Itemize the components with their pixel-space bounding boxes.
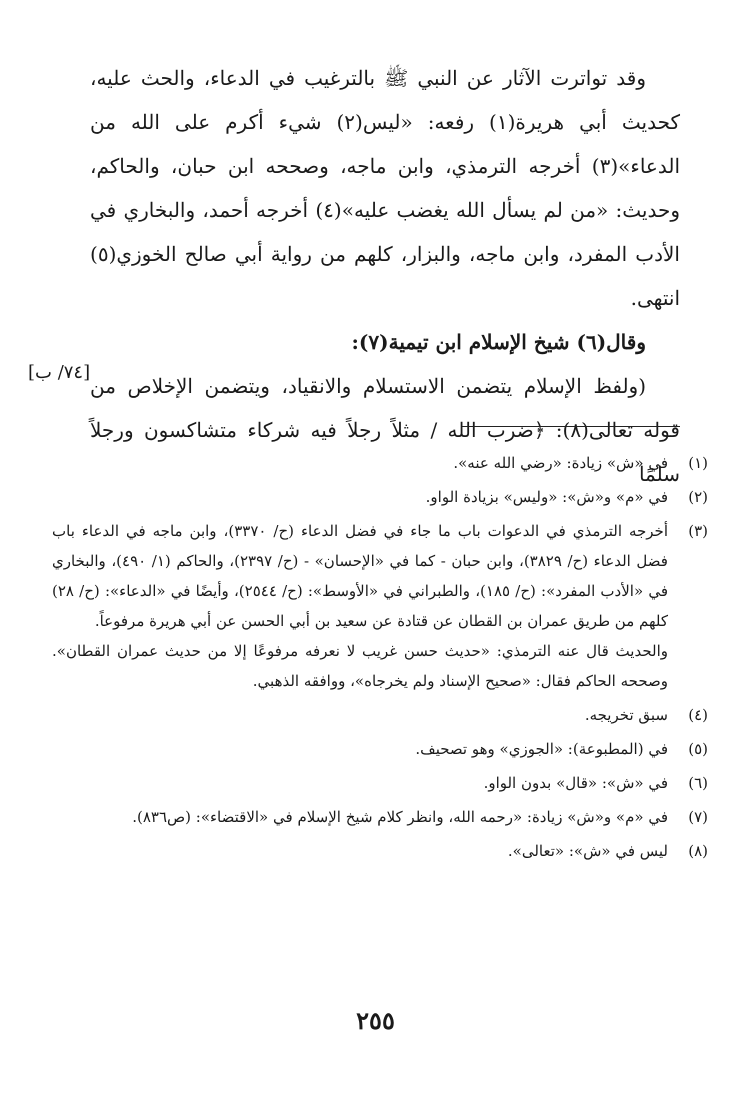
footnote-7 xyxy=(52,802,708,832)
footnote-6 xyxy=(52,768,708,798)
footnote-number: (٣) xyxy=(688,522,708,540)
footnote-text: في «ش»: «قال» بدون الواو. xyxy=(483,774,668,792)
footnote-text: في «ش» زيادة: «رضي الله عنه». xyxy=(453,454,668,472)
main-paragraph-2: وقال(٦) شيخ الإسلام ابن تيمية(٧): xyxy=(351,330,646,354)
footnote-text: في «م» و«ش» زيادة: «رحمه الله، وانظر كلام شيخ الإسلام في «الاقتضاء»: (ص٨٣٦). xyxy=(132,808,668,826)
footnote-1 xyxy=(52,448,708,478)
footnote-text: ليس في «ش»: «تعالى». xyxy=(507,842,668,860)
manuscript-folio-reference: [٧٤/ ب] xyxy=(28,362,91,383)
main-text xyxy=(90,56,680,496)
footnote-5 xyxy=(52,734,708,764)
footnotes xyxy=(52,448,708,870)
footnote-2 xyxy=(52,482,708,512)
footnote-number: (٢) xyxy=(688,488,708,506)
footnote-separator xyxy=(462,426,680,427)
footnote-number: (٨) xyxy=(688,842,708,860)
footnote-number: (٤) xyxy=(688,706,708,724)
main-paragraph-1: وقد تواترت الآثار عن النبي ﷺ بالترغيب في الدعاء، والحث عليه، كحديث أبي هريرة(١) رفعه: «ليس(٢) شيء أكرم على الله من الدعاء»(٣) أخرجه الترمذي، وابن ماجه، وصححه ابن حبان، والحاكم، وحديث: «من لم يسأل الله يغضب عليه»(٤) أخرجه أحمد، والبخاري في الأدب المفرد، وابن ماجه، والبزار، كلهم من رواية أبي صالح الخوزي(٥) انتهى. xyxy=(90,66,681,310)
footnote-3-text: أخرجه الترمذي في الدعوات باب ما جاء في فضل الدعاء (ح/ ٣٣٧٠)، وابن ماجه في الدعاء باب فضل الدعاء (ح/ ٣٨٢٩)، وابن حبان - كما في «الإحسان» - (ح/ ٢٣٩٧)، والحاكم (١/ ٤٩٠)، والبخاري في «الأدب المفرد»: (ح/ ١٨٥)، والطبراني في «الأوسط»: (ح/ ٢٥٤٤)، وأيضًا في «الدعاء»: (ح/ ٢٨) كلهم من طريق عمران بن القطان عن قتادة عن سعيد بن أبي الحسن عن أبي هريرة مرفوعاً. xyxy=(52,522,669,630)
footnote-3 xyxy=(52,516,708,696)
footnote-number: (٦) xyxy=(688,774,708,792)
footnote-number: (٧) xyxy=(688,808,708,826)
footnote-text: في «م» و«ش»: «وليس» بزيادة الواو. xyxy=(425,488,668,506)
footnote-text: في (المطبوعة): «الجوزي» وهو تصحيف. xyxy=(415,740,668,758)
main-paragraph-3: (ولفظ الإسلام يتضمن الاستسلام والانقياد، ويتضمن الإخلاص من قوله تعالى(٨): ﴿ضرب الله / مثلاً رجلاً فيه شركاء متشاكسون ورجلاً سلمًا xyxy=(90,374,680,486)
page-number: ٢٥٥ xyxy=(356,1006,395,1035)
footnote-number: (١) xyxy=(688,454,708,472)
footnote-text xyxy=(52,516,668,696)
footnote-text: سبق تخريجه. xyxy=(584,706,668,724)
footnote-4 xyxy=(52,700,708,730)
footnote-3-continuation: والحديث قال عنه الترمذي: «حديث حسن غريب لا نعرفه مرفوعًا إلا من حديث عمران القطان». وصححه الحاكم فقال: «صحيح الإسناد ولم يخرجاه»، ووافقه الذهبي. xyxy=(52,642,668,690)
footnote-number: (٥) xyxy=(688,740,708,758)
footnote-8 xyxy=(52,836,708,866)
